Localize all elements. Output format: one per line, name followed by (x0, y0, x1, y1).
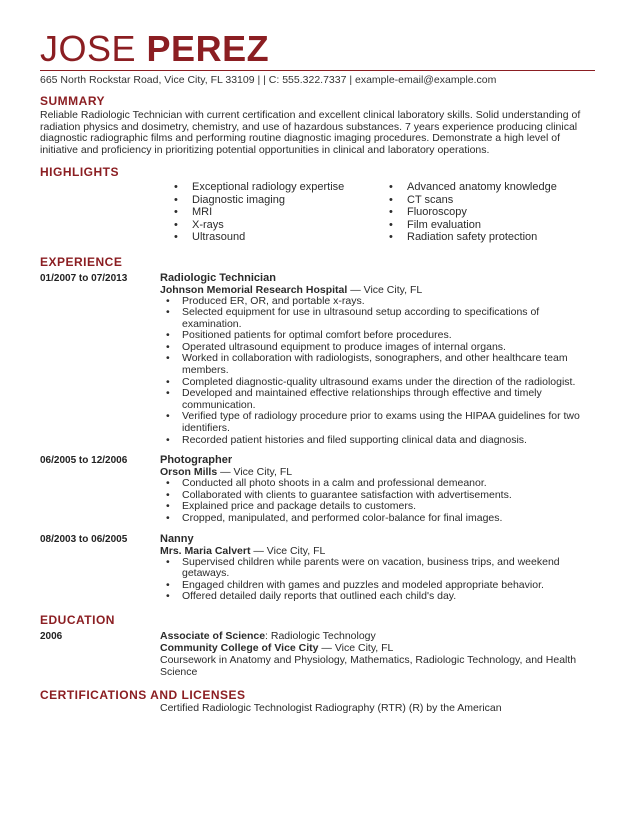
summary-heading: SUMMARY (40, 94, 106, 108)
list-item: • Positioned patients for optimal comfort before procedures. (160, 330, 595, 342)
highlights-list (170, 181, 595, 244)
list-item: • Film evaluation (385, 219, 557, 232)
list-item: • Diagnostic imaging (170, 194, 385, 207)
list-item: • Conducted all photo shoots in a calm and professional demeanor. (160, 478, 595, 490)
list-item: • Completed diagnostic-quality ultrasound exams under the direction of the radiologist. (160, 377, 595, 389)
last-name: PEREZ (146, 28, 270, 69)
list-item: • Operated ultrasound equipment to produce images of internal organs. (160, 342, 595, 354)
list-item: • Exceptional radiology expertise (170, 181, 385, 194)
job-duties (160, 478, 595, 524)
degree-name: Associate of Science (160, 629, 266, 642)
list-item: • Engaged children with games and puzzles and modeled appropriate behavior. (160, 580, 595, 592)
experience-entry (40, 272, 595, 447)
summary-text: Reliable Radiologic Technician with current certification and excellent clinical laboratory skills. Solid understanding of radiation physics and dosimetry, chemistry, and use of hazardous substances. 7 years experience producing clinical diagnostic radiographic films and performing routine diagnostic imaging procedures. Demonstrate a high level of initiative and proficiency in prioritizing potential opportunities in clinical and laboratory operations. (40, 109, 581, 156)
job-dates: 06/2005 to 12/2006 (40, 455, 128, 467)
job-title: Radiologic Technician (160, 271, 276, 284)
employer-line (160, 284, 595, 296)
certifications-heading: CERTIFICATIONS AND LICENSES (40, 687, 246, 702)
experience-entry (40, 454, 595, 524)
employer-location: — Vice City, FL (250, 544, 326, 557)
employer-location: — Vice City, FL (347, 283, 423, 296)
degree-line (160, 630, 595, 642)
job-title: Photographer (160, 454, 233, 467)
list-item: • Recorded patient histories and filed supporting clinical data and diagnosis. (160, 435, 595, 447)
employer-line (160, 545, 595, 557)
experience-entry (40, 533, 595, 603)
education-heading: EDUCATION (40, 612, 115, 627)
certification-text: Certified Radiologic Technologist Radiography (RTR) (R) by the American (160, 701, 502, 714)
employer-name: Orson Mills (160, 466, 218, 479)
job-duties (160, 557, 595, 603)
list-item: • Radiation safety protection (385, 231, 557, 244)
header-rule (40, 70, 595, 71)
school-name: Community College of Vice City (160, 641, 319, 654)
list-item: • Verified type of radiology procedure prior to exams using the HIPAA guidelines for two identifiers. (160, 411, 595, 434)
list-item: • Developed and maintained effective relationships through effective and timely communication. (160, 388, 595, 411)
list-item: • MRI (170, 206, 385, 219)
list-item: • Collaborated with clients to guarantee satisfaction with advertisements. (160, 490, 595, 502)
contact-line: 665 North Rockstar Road, Vice City, FL 33109 | | C: 555.322.7337 | example-email@example.com (40, 74, 497, 86)
employer-location: — Vice City, FL (217, 466, 293, 479)
job-dates: 08/2003 to 06/2005 (40, 533, 128, 545)
employer-name: Mrs. Maria Calvert (160, 544, 251, 557)
list-item: • Ultrasound (170, 231, 385, 244)
list-item: • Explained price and package details to customers. (160, 501, 595, 513)
list-item: • Selected equipment for use in ultrasound setup according to specifications of examination. (160, 307, 595, 330)
education-entry (40, 630, 595, 678)
resume-page (40, 30, 595, 714)
job-duties (160, 296, 595, 447)
list-item: • X-rays (170, 219, 385, 232)
list-item: • Worked in collaboration with radiologists, sonographers, and other healthcare team members. (160, 353, 595, 376)
highlights-left-column (170, 181, 385, 244)
employer-name: Johnson Memorial Research Hospital (160, 283, 348, 296)
candidate-name (40, 30, 595, 68)
job-dates: 01/2007 to 07/2013 (40, 272, 128, 284)
list-item: • CT scans (385, 194, 557, 207)
highlights-heading: HIGHLIGHTS (40, 165, 119, 179)
highlights-right-column (385, 181, 557, 244)
list-item: • Produced ER, OR, and portable x-rays. (160, 296, 595, 308)
list-item: • Supervised children while parents were on vacation, business trips, and weekend getaways. (160, 557, 595, 580)
job-title: Nanny (160, 532, 194, 545)
list-item: • Fluoroscopy (385, 206, 557, 219)
list-item: • Cropped, manipulated, and performed color-balance for final images. (160, 513, 595, 525)
first-name: JOSE (40, 28, 137, 69)
school-line (160, 642, 595, 654)
degree-field: : Radiologic Technology (265, 629, 376, 642)
list-item: • Offered detailed daily reports that outlined each child's day. (160, 591, 595, 603)
list-item: • Advanced anatomy knowledge (385, 181, 557, 194)
education-year: 2006 (40, 630, 63, 642)
school-location: — Vice City, FL (318, 641, 394, 654)
coursework: Coursework in Anatomy and Physiology, Mathematics, Radiologic Technology, and Health Science (160, 653, 577, 678)
experience-heading: EXPERIENCE (40, 254, 123, 269)
